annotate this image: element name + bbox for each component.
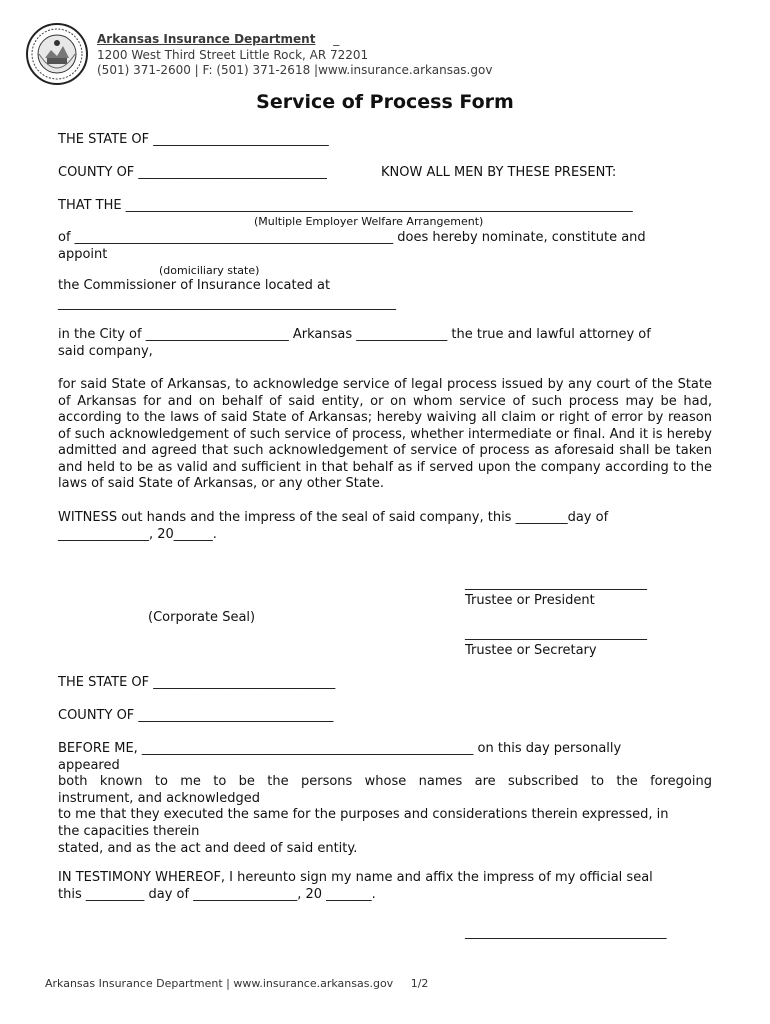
trustee-secretary-label: Trustee or Secretary bbox=[465, 643, 597, 658]
page-number: 1/2 bbox=[410, 977, 429, 990]
know-all-men: KNOW ALL MEN BY THESE PRESENT: bbox=[381, 165, 617, 180]
that-the-line[interactable]: THAT THE ______________________________________________________________________________ bbox=[58, 198, 633, 213]
trustee-president-label: Trustee or President bbox=[465, 593, 595, 608]
to-me-line: to me that they executed the same for the purposes and considerations therein expressed, in bbox=[58, 807, 669, 822]
body-paragraph: for said State of Arkansas, to acknowledge service of legal process issued by any court of the State of Arkansas for and on behalf of said entity, or on whom service of such process may be had, according to the laws of said State of Arkansas; hereby waiving all claim or right of error by reason of such acknowledgement of such service of process, whether intermediate or final. And it is hereby admitted and agreed that such acknowledgement of service of process as aforesaid shall be taken and held to be as valid and sufficient in that behalf as if served upon the company according to the laws of said State of Arkansas, or any other State. bbox=[58, 377, 712, 491]
page-title: Service of Process Form bbox=[256, 91, 514, 113]
witness-line-2[interactable]: ______________, 20______. bbox=[58, 527, 217, 542]
org-contact: (501) 371-2600 | F: (501) 371-2618 |www.insurance.arkansas.gov bbox=[97, 63, 493, 77]
commissioner-line: the Commissioner of Insurance located at bbox=[58, 278, 331, 293]
witness-line-1[interactable]: WITNESS out hands and the impress of the seal of said company, this ________day of bbox=[58, 510, 609, 525]
appoint-word: appoint bbox=[58, 247, 108, 262]
org-name: Arkansas Insurance Department bbox=[97, 32, 316, 46]
signature-line-secretary[interactable]: ____________________________ bbox=[465, 626, 647, 641]
stated-line: stated, and as the act and deed of said entity. bbox=[58, 841, 358, 856]
corporate-seal-label: (Corporate Seal) bbox=[148, 610, 256, 625]
testimony-line-2[interactable]: this _________ day of ________________, 20 _______. bbox=[58, 887, 376, 902]
signature-line-president[interactable]: ____________________________ bbox=[465, 576, 647, 591]
capacities-line: the capacities therein bbox=[58, 824, 200, 839]
state-of-line[interactable]: THE STATE OF ___________________________ bbox=[58, 132, 329, 147]
state-of-line-2[interactable]: THE STATE OF ____________________________ bbox=[58, 675, 336, 690]
letterhead bbox=[97, 32, 492, 79]
before-me-line[interactable]: BEFORE ME, ___________________________________________________ on this day personally bbox=[58, 741, 622, 756]
org-suffix: _ bbox=[333, 32, 340, 46]
both-known-line: both known to me to be the persons whose names are subscribed to the foregoing bbox=[58, 774, 712, 789]
said-company: said company, bbox=[58, 344, 153, 359]
appeared-word: appeared bbox=[58, 758, 120, 773]
county-of-line-2[interactable]: COUNTY OF ______________________________ bbox=[58, 708, 334, 723]
mewa-note: (Multiple Employer Welfare Arrangement) bbox=[254, 215, 484, 228]
city-line[interactable]: in the City of ______________________ Arkansas ______________ the true and lawful attorney of bbox=[58, 327, 651, 342]
instrument-line: instrument, and acknowledged bbox=[58, 791, 260, 806]
state-seal-icon bbox=[25, 22, 89, 86]
address-blank[interactable]: ____________________________________________________ bbox=[58, 296, 396, 311]
testimony-line-1: IN TESTIMONY WHEREOF, I hereunto sign my name and affix the impress of my official seal bbox=[58, 870, 653, 885]
org-address: 1200 West Third Street Little Rock, AR 72201 bbox=[97, 47, 369, 62]
footer-text: Arkansas Insurance Department | www.insurance.arkansas.gov bbox=[45, 977, 394, 990]
domiciliary-note: (domiciliary state) bbox=[159, 264, 260, 277]
of-line[interactable]: of _________________________________________________ does hereby nominate, constitute and bbox=[58, 230, 646, 245]
page-footer bbox=[45, 977, 428, 990]
notary-signature-line[interactable]: _______________________________ bbox=[465, 925, 667, 940]
county-of-line[interactable]: COUNTY OF _____________________________ bbox=[58, 165, 327, 180]
